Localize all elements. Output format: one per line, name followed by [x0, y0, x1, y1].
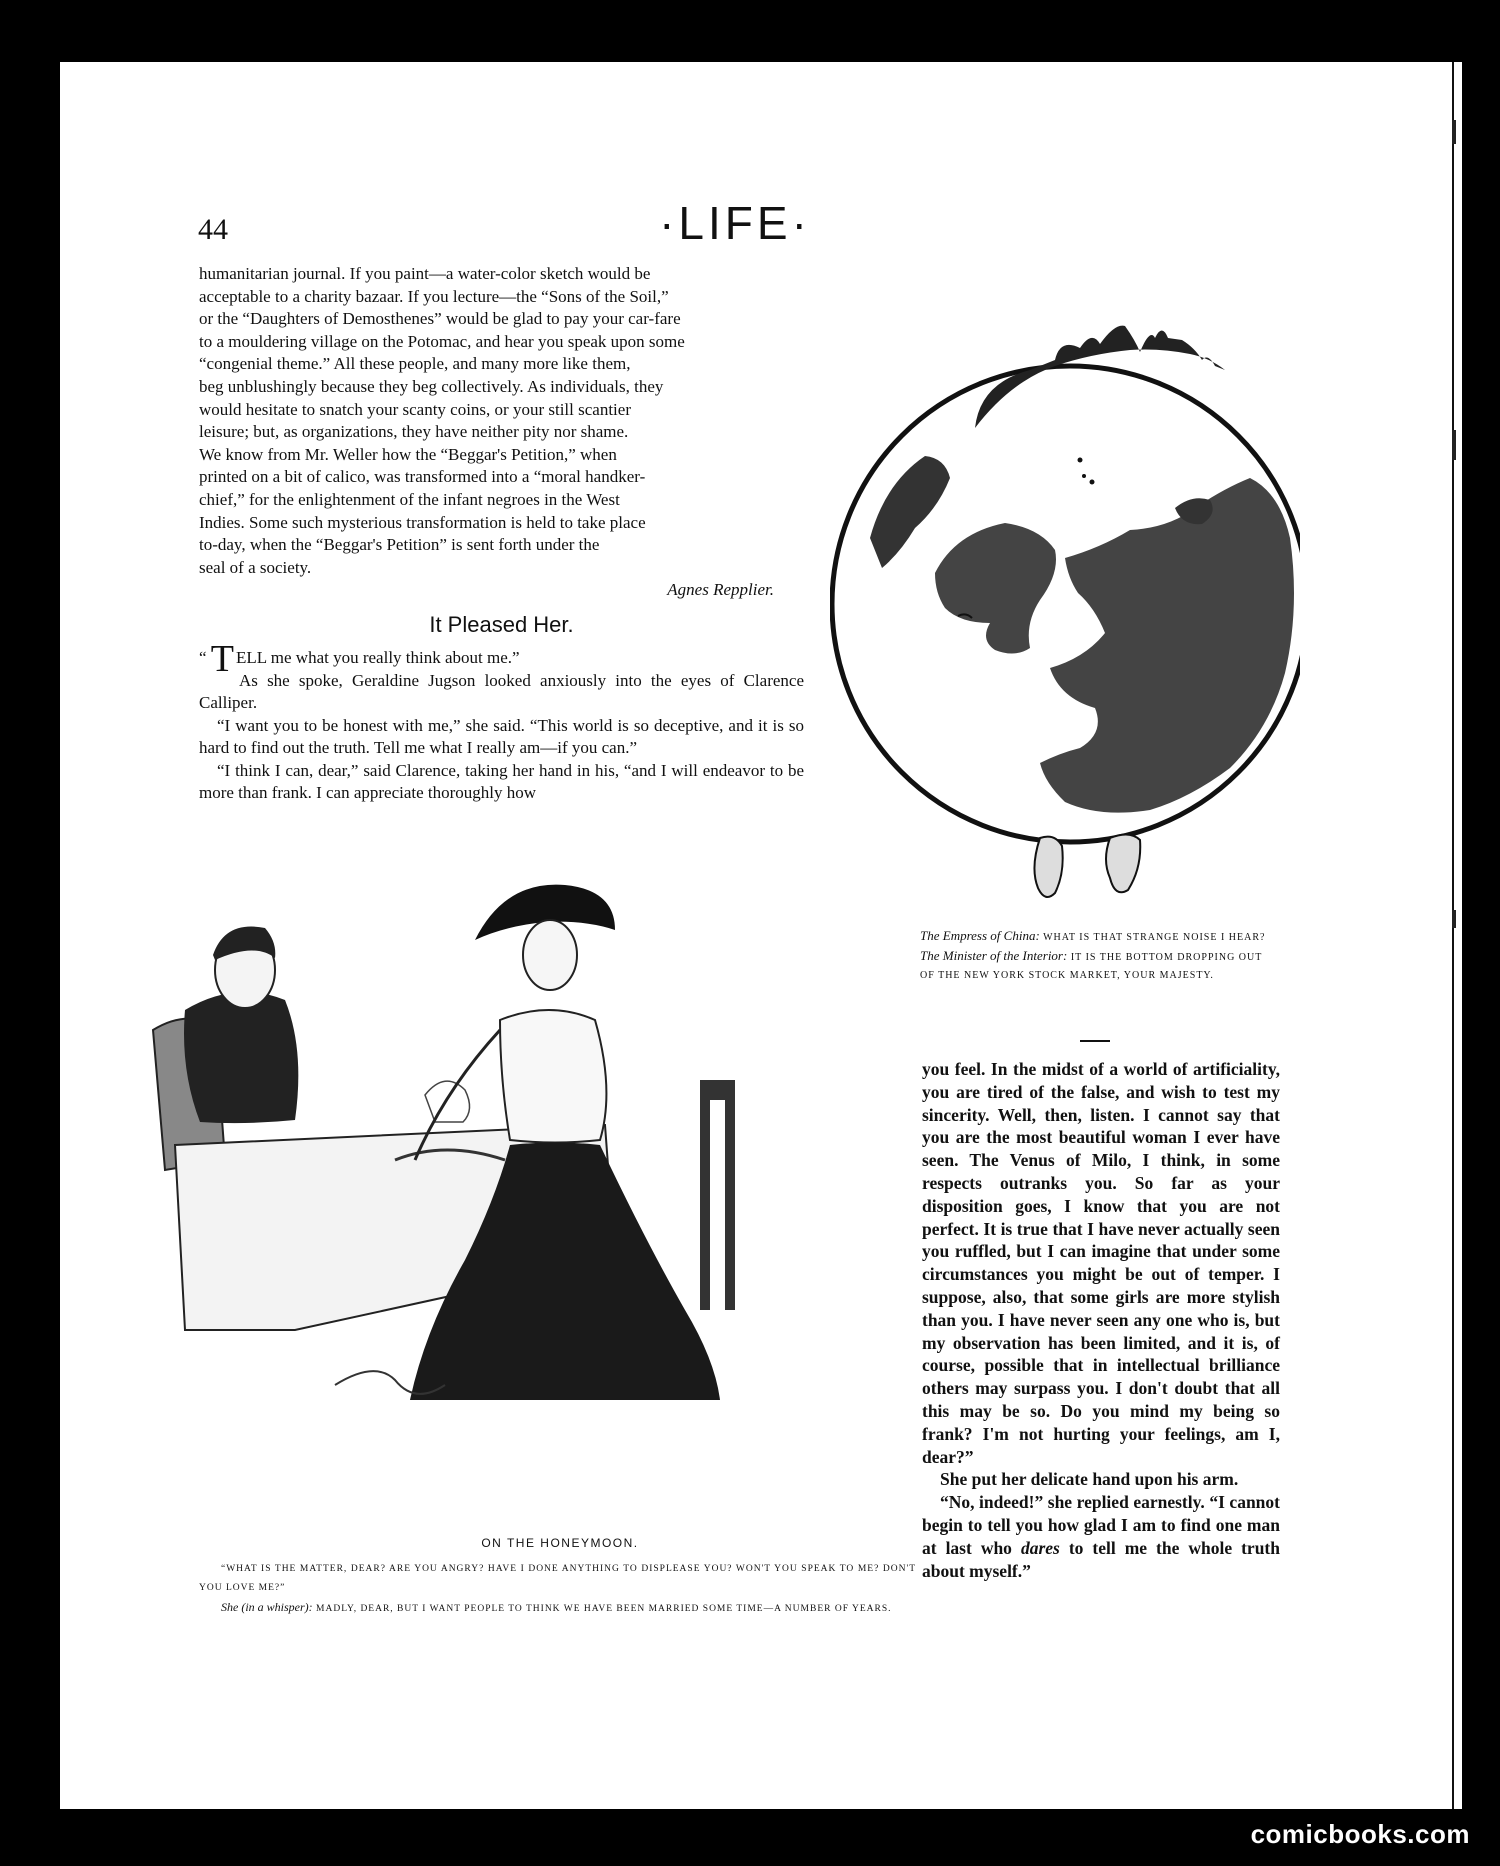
essay-line: Indies. Some such mysterious transformation is held to take place: [199, 512, 646, 532]
essay-line: to-day, when the “Beggar's Petition” is sent forth under the: [199, 535, 600, 555]
author-signature: Agnes Repplier.: [667, 580, 774, 600]
essay-line: or the “Daughters of Demosthenes” would be glad to pay your car-fare: [199, 309, 681, 329]
story-paragraph: you feel. In the midst of a world of artificiality, you are tired of the false, and wish to test my sincerity. Well, then, listen. I cannot say that you are the most beautiful woman I ever have seen. The Venus of Milo, I think, in some respects outranks you. So far as your disposition goes, I know that you are not perfect. It is true that I have never actually seen you ruffled, but I can imagine that under some circumstances you might be out of temper. I suppose, also, that some girls are more stylish than you. I have never seen any one who is, but my observation has been limited, and it is, of course, possible that in intellectual brilliance others may surpass you. I don't doubt that all this may be so. Do you mind my being so frank? I'm not hurting your feelings, am I, dear?”: [922, 1059, 1280, 1467]
essay-line: acceptable to a charity bazaar. If you lecture—the “Sons of the Soil,”: [199, 286, 669, 306]
story-paragraph: As she spoke, Geraldine Jugson looked anxiously into the eyes of Clarence Calliper.: [199, 670, 804, 713]
emphasis-text: dares: [1020, 1537, 1060, 1558]
illustration-caption: [199, 1560, 916, 1619]
caption-line: “WHAT IS THE MATTER, DEAR? ARE YOU ANGRY? HAVE I DONE ANYTHING TO DISPLEASE YOU? WON'T YOU SPEAK TO ME? DON'T YOU LOVE ME?”: [199, 1564, 916, 1593]
illustration-title: ON THE HONEYMOON.: [481, 1536, 639, 1550]
story-paragraph: She put her delicate hand upon his arm.: [940, 1469, 1239, 1490]
edge-mark: [1452, 120, 1456, 144]
drop-cap: T: [210, 637, 235, 680]
essay-line: “congenial theme.” All these people, and many more like them,: [199, 354, 631, 374]
left-column: [199, 263, 804, 805]
essay-line: We know from Mr. Weller how the “Beggar's Petition,” when: [199, 444, 617, 464]
caption-line: [199, 1598, 916, 1619]
masthead-title: ·LIFE·: [659, 197, 811, 249]
honeymoon-drawing: [145, 860, 865, 1480]
open-quote: “: [199, 647, 211, 667]
story-text: ELL me what you really think about me.”: [236, 647, 520, 667]
essay-line: to a mouldering village on the Potomac, and hear you speak upon some: [199, 331, 685, 351]
globe-caption: [920, 927, 1280, 985]
caption-text: MADLY, DEAR, BUT I WANT PEOPLE TO THINK WE HAVE BEEN MARRIED SOME TIME—A NUMBER OF YEARS.: [316, 1604, 892, 1614]
essay-line: printed on a bit of calico, was transformed into a “moral handker-: [199, 467, 646, 487]
story-paragraph: “I think I can, dear,” said Clarence, taking her hand in his, “and I will endeavor to be more than frank. I can appreciate thoroughly how: [199, 760, 804, 803]
essay-line: chief,” for the enlightenment of the infant negroes in the West: [199, 489, 620, 509]
story-paragraph: “I want you to be honest with me,” she said. “This world is so deceptive, and it is so hard to find out the truth. Tell me what I really am—if you can.”: [199, 715, 804, 758]
essay-line: would hesitate to snatch your scanty coins, or your still scantier: [199, 399, 631, 419]
right-column: [922, 1058, 1280, 1582]
honeymoon-illustration: [145, 860, 865, 1480]
essay-line: seal of a society.: [199, 557, 312, 577]
facing-page-edge: [1452, 62, 1462, 1809]
caption-speaker: The Minister of the Interior:: [920, 948, 1068, 963]
caption-speaker: The Empress of China:: [920, 928, 1040, 943]
essay-line: beg unblushingly because they beg collectively. As individuals, they: [199, 376, 664, 396]
edge-mark: [1452, 910, 1456, 928]
story-paragraph: [922, 1491, 1280, 1582]
page-number: 44: [198, 213, 228, 246]
edge-mark: [1452, 430, 1456, 460]
caption-line: IT IS THE BOTTOM DROPPING OUT OF THE NEW YORK STOCK MARKET, YOUR MAJESTY.: [920, 952, 1263, 981]
story-headline: It Pleased Her.: [429, 611, 574, 637]
story-text: “No, indeed!” she replied earnestly. “I cannot begin to tell you how glad I am to find one man at last who: [922, 1492, 1280, 1558]
globe-illustration: [830, 278, 1300, 908]
story-text: to tell me the whole truth about myself.”: [922, 1537, 1280, 1581]
essay-line: humanitarian journal. If you paint—a water-color sketch would be: [199, 264, 651, 283]
story-paragraph: [199, 637, 804, 680]
globe-drawing: [830, 278, 1300, 908]
essay-line: leisure; but, as organizations, they have neither pity nor shame.: [199, 422, 629, 442]
caption-speaker: She (in a whisper):: [221, 1600, 313, 1614]
caption-line: WHAT IS THAT STRANGE NOISE I HEAR?: [1043, 932, 1266, 943]
caption-divider: [1080, 1040, 1110, 1042]
watermark-text: comicbooks.com: [1250, 1819, 1470, 1849]
